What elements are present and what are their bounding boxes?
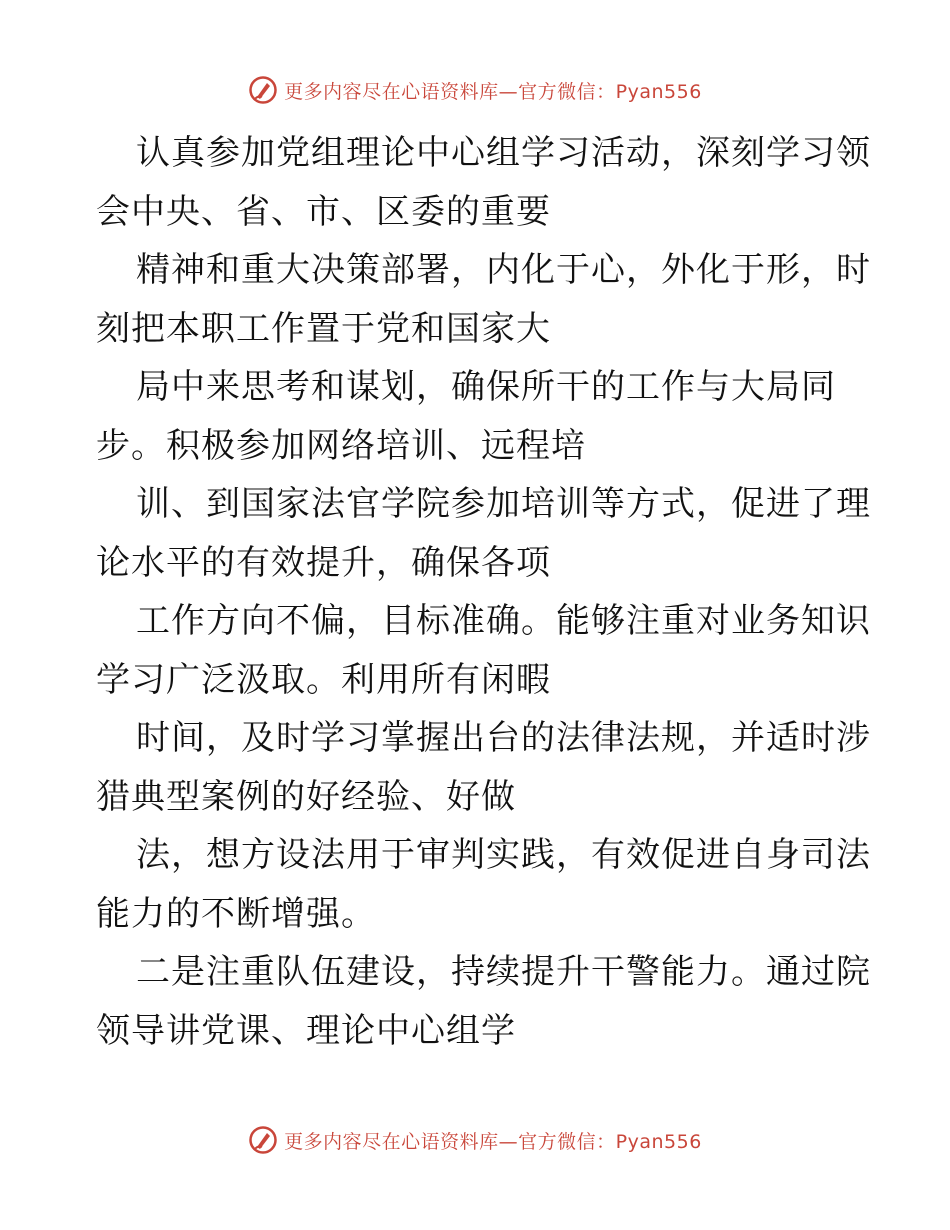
- body-line: 步。积极参加网络培训、远程培: [96, 425, 586, 466]
- body-line: 精神和重大决策部署，内化于心，外化于形，时: [136, 250, 871, 290]
- body-line: 领导讲党课、理论中心组学: [96, 1010, 516, 1051]
- body-line: 二是注重队伍建设，持续提升干警能力。通过院: [136, 952, 871, 992]
- quill-pen-logo-icon: [248, 75, 278, 105]
- body-line: 学习广泛汲取。利用所有闲暇: [96, 659, 551, 700]
- body-line: 能力的不断增强。: [96, 893, 376, 934]
- body-line: 时间，及时学习掌握出台的法律法规，并适时涉: [136, 718, 871, 758]
- body-line: 论水平的有效提升，确保各项: [96, 542, 551, 583]
- header-banner-text: 更多内容尽在心语资料库—官方微信：Pyan556: [284, 80, 702, 103]
- body-line: 训、到国家法官学院参加培训等方式，促进了理: [136, 484, 871, 524]
- body-line: 会中央、省、市、区委的重要: [96, 191, 551, 232]
- body-line: 猎典型案例的好经验、好做: [96, 776, 516, 817]
- body-line: 刻把本职工作置于党和国家大: [96, 308, 551, 349]
- body-line: 认真参加党组理论中心组学习活动，深刻学习领: [136, 133, 871, 173]
- document-body: [96, 124, 896, 1060]
- footer-banner: [0, 1120, 950, 1160]
- quill-pen-logo-icon: [248, 1125, 278, 1155]
- body-line: 局中来思考和谋划，确保所干的工作与大局同: [136, 367, 836, 407]
- body-line: 法，想方设法用于审判实践，有效促进自身司法: [136, 835, 871, 875]
- header-banner: [0, 70, 950, 110]
- footer-banner-text: 更多内容尽在心语资料库—官方微信：Pyan556: [284, 1130, 702, 1153]
- body-line: 工作方向不偏，目标准确。能够注重对业务知识: [136, 601, 871, 641]
